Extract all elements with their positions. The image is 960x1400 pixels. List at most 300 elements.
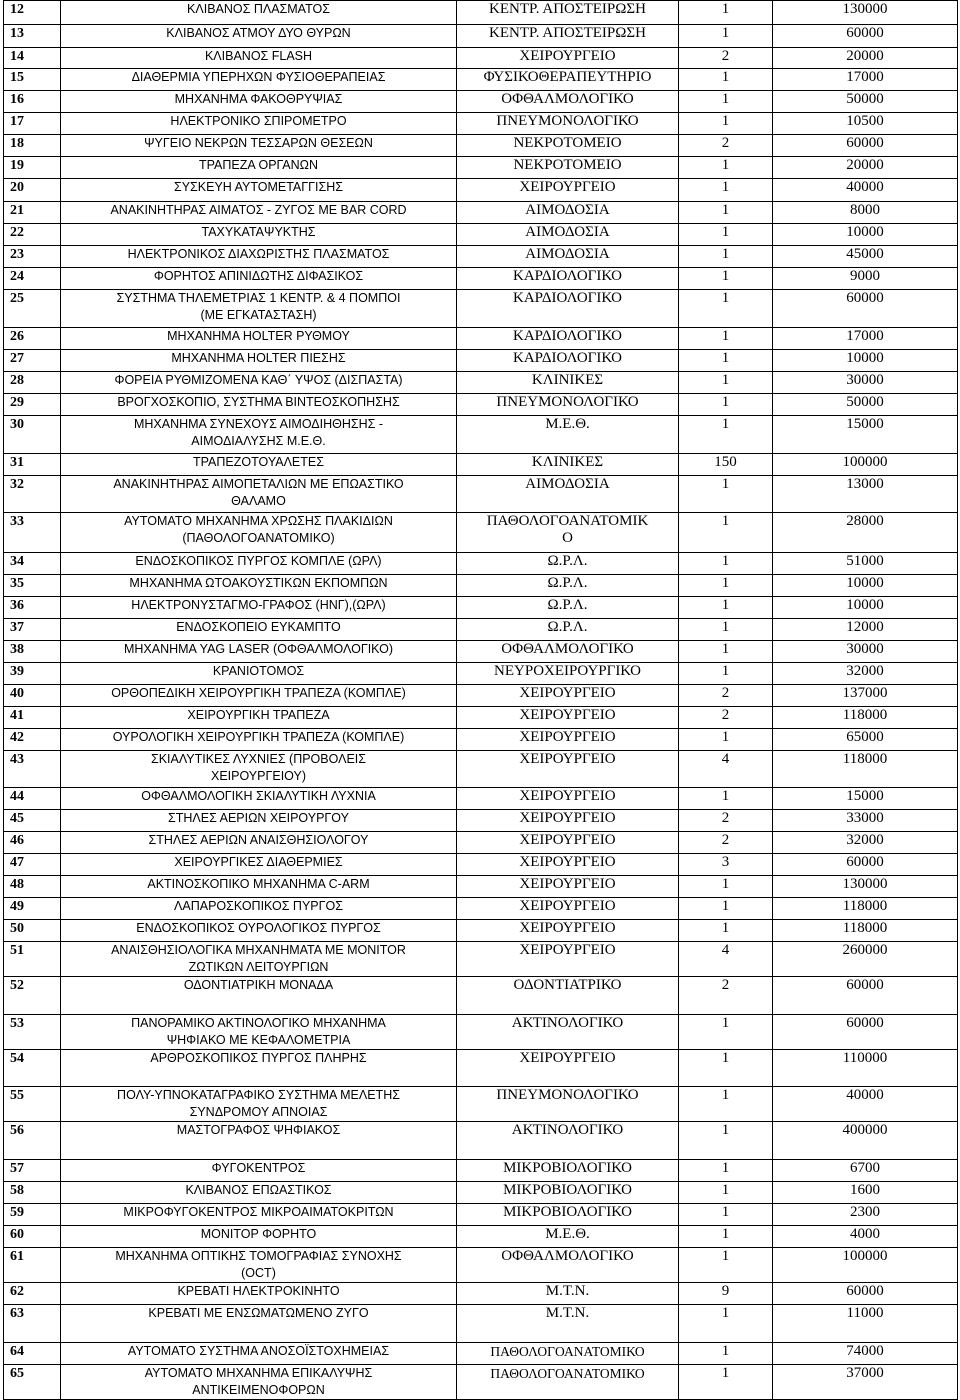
equipment-description: ΟΥΡΟΛΟΓΙΚΗ ΧΕΙΡΟΥΡΓΙΚΗ ΤΡΑΠΕΖΑ (ΚΟΜΠΛΕ) [61,729,457,751]
department: ΑΚΤΙΝΟΛΟΓΙΚΟ [457,1122,679,1160]
cost-value: 15000 [773,416,958,454]
table-row [4,788,958,810]
quantity: 1 [679,113,773,135]
quantity: 1 [679,69,773,91]
cost-value: 11000 [773,1305,958,1343]
table-row [4,476,958,513]
cost-value: 9000 [773,268,958,290]
equipment-description: ΕΝΔΟΣΚΟΠΙΚΟΣ ΟΥΡΟΛΟΓΙΚΟΣ ΠΥΡΓΟΣ [61,920,457,942]
equipment-description: ΧΕΙΡΟΥΡΓΙΚΕΣ ΔΙΑΘΕΡΜΙΕΣ [61,854,457,876]
table-row [4,416,958,454]
equipment-description: ΜΗΧΑΝΗΜΑ ΦΑΚΟΘΡΥΨΙΑΣ [61,91,457,113]
cost-value: 10000 [773,597,958,619]
quantity: 2 [679,832,773,854]
row-number: 20 [4,179,61,202]
table-row [4,575,958,597]
table-row [4,350,958,372]
quantity: 1 [679,1248,773,1283]
equipment-description: ΑΚΤΙΝΟΣΚΟΠΙΚΟ ΜΗΧΑΝΗΜΑ C-ARM [61,876,457,898]
department: Μ.Ε.Θ. [457,1226,679,1248]
quantity: 9 [679,1283,773,1305]
quantity: 1 [679,1,773,25]
cost-value: 60000 [773,854,958,876]
table-row [4,1283,958,1305]
equipment-description: ΟΡΘΟΠΕΔΙΚΗ ΧΕΙΡΟΥΡΓΙΚΗ ΤΡΑΠΕΖΑ (ΚΟΜΠΛΕ) [61,685,457,707]
table-row [4,328,958,350]
department: ΧΕΙΡΟΥΡΓΕΙΟ [457,1050,679,1087]
equipment-description: ΠΑΝΟΡΑΜΙΚΟ ΑΚΤΙΝΟΛΟΓΙΚΟ ΜΗΧΑΝΗΜΑ ΨΗΦΙΑΚΟ ΜΕ ΚΕΦΑΛΟΜΕΤΡΙΑ [61,1015,457,1050]
table-row [4,1204,958,1226]
cost-value: 32000 [773,832,958,854]
department: ΚΕΝΤΡ. ΑΠΟΣΤΕΙΡΩΣΗ [457,1,679,25]
row-number: 34 [4,553,61,575]
cost-value: 118000 [773,920,958,942]
row-number: 43 [4,751,61,788]
department: ΚΛΙΝΙΚΕΣ [457,372,679,394]
department: ΝΕΚΡΟΤΟΜΕΙΟ [457,135,679,157]
table-row [4,685,958,707]
cost-value: 10000 [773,575,958,597]
cost-value: 2300 [773,1204,958,1226]
quantity: 4 [679,942,773,977]
department: Ω.Ρ.Λ. [457,553,679,575]
quantity: 1 [679,246,773,268]
department: ΟΦΘΑΛΜΟΛΟΓΙΚΟ [457,641,679,663]
equipment-description: ΠΟΛΥ-ΥΠΝΟΚΑΤΑΓΡΑΦΙΚΟ ΣΥΣΤΗΜΑ ΜΕΛΕΤΗΣ ΣΥΝΔΡΟΜΟΥ ΑΠΝΟΙΑΣ [61,1087,457,1122]
cost-value: 33000 [773,810,958,832]
department: ΦΥΣΙΚΟΘΕΡΑΠΕΥΤΗΡΙΟ [457,69,679,91]
cost-value: 40000 [773,1087,958,1122]
cost-value: 30000 [773,641,958,663]
equipment-description: ΤΡΑΠΕΖΑ ΟΡΓΑΝΩΝ [61,157,457,179]
row-number: 24 [4,268,61,290]
row-number: 13 [4,25,61,48]
table-row [4,1087,958,1122]
equipment-description: ΜΗΧΑΝΗΜΑ ΟΠΤΙΚΗΣ ΤΟΜΟΓΡΑΦΙΑΣ ΣΥΝΟΧΗΣ (OCT) [61,1248,457,1283]
department: ΚΑΡΔΙΟΛΟΓΙΚΟ [457,328,679,350]
table-row [4,1182,958,1204]
department: ΠΑΘΟΛΟΓΟΑΝΑΤΟΜΙΚΟ [457,1343,679,1365]
row-number: 52 [4,977,61,1015]
quantity: 1 [679,476,773,513]
cost-value: 130000 [773,876,958,898]
row-number: 48 [4,876,61,898]
quantity: 1 [679,290,773,328]
table-row [4,832,958,854]
row-number: 29 [4,394,61,416]
department: ΜΙΚΡΟΒΙΟΛΟΓΙΚΟ [457,1204,679,1226]
table-body [4,1,958,1400]
table-row [4,1160,958,1182]
quantity: 2 [679,48,773,69]
cost-value: 17000 [773,328,958,350]
equipment-description: ΣΥΣΤΗΜΑ ΤΗΛΕΜΕΤΡΙΑΣ 1 ΚΕΝΤΡ. & 4 ΠΟΜΠΟΙ (ΜΕ ΕΓΚΑΤΑΣΤΑΣΗ) [61,290,457,328]
department: Μ.Τ.Ν. [457,1305,679,1343]
row-number: 25 [4,290,61,328]
quantity: 1 [679,25,773,48]
equipment-description: ΟΔΟΝΤΙΑΤΡΙΚΗ ΜΟΝΑΔΑ [61,977,457,1015]
equipment-description: ΜΗΧΑΝΗΜΑ YAG LASER (ΟΦΘΑΛΜΟΛΟΓΙΚΟ) [61,641,457,663]
quantity: 1 [679,1182,773,1204]
row-number: 19 [4,157,61,179]
department: ΠΑΘΟΛΟΓΟΑΝΑΤΟΜΙΚΟ [457,1365,679,1400]
table-row [4,977,958,1015]
equipment-description: ΑΝΑΚΙΝΗΤΗΡΑΣ ΑΙΜΟΠΕΤΑΛΙΩΝ ΜΕ ΕΠΩΑΣΤΙΚΟ ΘΑΛΑΜΟ [61,476,457,513]
cost-value: 260000 [773,942,958,977]
equipment-description: ΗΛΕΚΤΡΟΝΥΣΤΑΓΜΟ-ΓΡΑΦΟΣ (ΗΝΓ),(ΩΡΛ) [61,597,457,619]
cost-value: 50000 [773,91,958,113]
equipment-description: ΜΙΚΡΟΦΥΓΟΚΕΝΤΡΟΣ ΜΙΚΡΟΑΙΜΑΤΟΚΡΙΤΩΝ [61,1204,457,1226]
table-row [4,854,958,876]
department: ΠΑΘΟΛΟΓΟΑΝΑΤΟΜΙΚ Ο [457,513,679,553]
quantity: 3 [679,854,773,876]
department: ΑΙΜΟΔΟΣΙΑ [457,224,679,246]
row-number: 47 [4,854,61,876]
equipment-description: ΣΚΙΑΛΥΤΙΚΕΣ ΛΥΧΝΙΕΣ (ΠΡΟΒΟΛΕΙΣ ΧΕΙΡΟΥΡΓΕΙΟΥ) [61,751,457,788]
row-number: 61 [4,1248,61,1283]
row-number: 53 [4,1015,61,1050]
department: ΑΙΜΟΔΟΣΙΑ [457,202,679,224]
table-row [4,372,958,394]
table-row [4,597,958,619]
table-row [4,91,958,113]
department: ΚΑΡΔΙΟΛΟΓΙΚΟ [457,268,679,290]
department: ΝΕΥΡΟΧΕΙΡΟΥΡΓΙΚΟ [457,663,679,685]
department: ΧΕΙΡΟΥΡΓΕΙΟ [457,832,679,854]
table-row [4,224,958,246]
equipment-description: ΣΥΣΚΕΥΗ ΑΥΤΟΜΕΤΑΓΓΙΣΗΣ [61,179,457,202]
quantity: 1 [679,179,773,202]
equipment-description: ΚΛΙΒΑΝΟΣ ΕΠΩΑΣΤΙΚΟΣ [61,1182,457,1204]
cost-value: 10000 [773,224,958,246]
row-number: 51 [4,942,61,977]
table-row [4,729,958,751]
cost-value: 110000 [773,1050,958,1087]
quantity: 2 [679,685,773,707]
row-number: 28 [4,372,61,394]
row-number: 65 [4,1365,61,1400]
row-number: 60 [4,1226,61,1248]
table-row [4,1122,958,1160]
equipment-description: ΚΡΕΒΑΤΙ ΗΛΕΚΤΡΟΚΙΝΗΤΟ [61,1283,457,1305]
row-number: 16 [4,91,61,113]
table-row [4,1226,958,1248]
table-row [4,707,958,729]
row-number: 31 [4,454,61,476]
quantity: 1 [679,157,773,179]
table-row [4,1,958,25]
cost-value: 37000 [773,1365,958,1400]
cost-value: 17000 [773,69,958,91]
department: ΟΦΘΑΛΜΟΛΟΓΙΚΟ [457,91,679,113]
equipment-description: ΦΟΡΕΙΑ ΡΥΘΜΙΖΟΜΕΝΑ ΚΑΘ΄ ΥΨΟΣ (ΔΙΣΠΑΣΤΑ) [61,372,457,394]
table-row [4,394,958,416]
row-number: 55 [4,1087,61,1122]
cost-value: 13000 [773,476,958,513]
department: ΑΙΜΟΔΟΣΙΑ [457,246,679,268]
table-row [4,454,958,476]
equipment-description: ΗΛΕΚΤΡΟΝΙΚΟΣ ΔΙΑΧΩΡΙΣΤΗΣ ΠΛΑΣΜΑΤΟΣ [61,246,457,268]
cost-value: 28000 [773,513,958,553]
quantity: 2 [679,810,773,832]
cost-value: 400000 [773,1122,958,1160]
table-row [4,553,958,575]
row-number: 56 [4,1122,61,1160]
department: Μ.Ε.Θ. [457,416,679,454]
department: ΠΝΕΥΜΟΝΟΛΟΓΙΚΟ [457,394,679,416]
equipment-description: ΒΡΟΓΧΟΣΚΟΠΙΟ, ΣΥΣΤΗΜΑ ΒΙΝΤΕΟΣΚΟΠΗΣΗΣ [61,394,457,416]
row-number: 57 [4,1160,61,1182]
cost-value: 51000 [773,553,958,575]
quantity: 1 [679,553,773,575]
row-number: 38 [4,641,61,663]
equipment-description: ΜΗΧΑΝΗΜΑ HOLTER ΡΥΘΜΟΥ [61,328,457,350]
department: ΠΝΕΥΜΟΝΟΛΟΓΙΚΟ [457,1087,679,1122]
equipment-description: ΤΡΑΠΕΖΟΤΟΥΑΛΕΤΕΣ [61,454,457,476]
cost-value: 60000 [773,977,958,1015]
row-number: 12 [4,1,61,25]
equipment-description: ΚΛΙΒΑΝΟΣ ΑΤΜΟΥ ΔΥΟ ΘΥΡΩΝ [61,25,457,48]
table-row [4,641,958,663]
row-number: 37 [4,619,61,641]
cost-value: 60000 [773,135,958,157]
table-row [4,619,958,641]
equipment-description: ΣΤΗΛΕΣ ΑΕΡΙΩΝ ΑΝΑΙΣΘΗΣΙΟΛΟΓΟΥ [61,832,457,854]
table-row [4,179,958,202]
department: ΧΕΙΡΟΥΡΓΕΙΟ [457,854,679,876]
department: Ω.Ρ.Λ. [457,597,679,619]
table-row [4,898,958,920]
equipment-description: ΗΛΕΚΤΡΟΝΙΚΟ ΣΠΙΡΟΜΕΤΡΟ [61,113,457,135]
quantity: 1 [679,1365,773,1400]
department: ΑΙΜΟΔΟΣΙΑ [457,476,679,513]
quantity: 1 [679,350,773,372]
department: ΜΙΚΡΟΒΙΟΛΟΓΙΚΟ [457,1160,679,1182]
row-number: 54 [4,1050,61,1087]
quantity: 1 [679,268,773,290]
equipment-description: ΕΝΔΟΣΚΟΠΕΙΟ ΕΥΚΑΜΠΤΟ [61,619,457,641]
cost-value: 12000 [773,619,958,641]
table-row [4,513,958,553]
row-number: 21 [4,202,61,224]
quantity: 1 [679,224,773,246]
row-number: 41 [4,707,61,729]
table-row [4,157,958,179]
quantity: 2 [679,977,773,1015]
equipment-description: ΑΡΘΡΟΣΚΟΠΙΚΟΣ ΠΥΡΓΟΣ ΠΛΗΡΗΣ [61,1050,457,1087]
department: ΑΚΤΙΝΟΛΟΓΙΚΟ [457,1015,679,1050]
row-number: 40 [4,685,61,707]
cost-value: 4000 [773,1226,958,1248]
table-row [4,1015,958,1050]
department: Ω.Ρ.Λ. [457,619,679,641]
quantity: 1 [679,1226,773,1248]
equipment-description: ΛΑΠΑΡΟΣΚΟΠΙΚΟΣ ΠΥΡΓΟΣ [61,898,457,920]
equipment-description: ΤΑΧΥΚΑΤΑΨΥΚΤΗΣ [61,224,457,246]
cost-value: 20000 [773,157,958,179]
department: ΧΕΙΡΟΥΡΓΕΙΟ [457,685,679,707]
table-row [4,113,958,135]
quantity: 1 [679,729,773,751]
equipment-description: ΑΝΑΙΣΘΗΣΙΟΛΟΓΙΚΑ ΜΗΧΑΝΗΜΑΤΑ ΜΕ MONITOR ΖΩΤΙΚΩΝ ΛΕΙΤΟΥΡΓΙΩΝ [61,942,457,977]
equipment-description: ΚΡΑΝΙΟΤΟΜΟΣ [61,663,457,685]
row-number: 18 [4,135,61,157]
table-row [4,268,958,290]
quantity: 1 [679,1204,773,1226]
quantity: 1 [679,1015,773,1050]
table-row [4,920,958,942]
equipment-description: ΕΝΔΟΣΚΟΠΙΚΟΣ ΠΥΡΓΟΣ ΚΟΜΠΛΕ (ΩΡΛ) [61,553,457,575]
quantity: 1 [679,920,773,942]
equipment-description: ΜΑΣΤΟΓΡΑΦΟΣ ΨΗΦΙΑΚΟΣ [61,1122,457,1160]
quantity: 1 [679,619,773,641]
department: ΧΕΙΡΟΥΡΓΕΙΟ [457,920,679,942]
department: ΧΕΙΡΟΥΡΓΕΙΟ [457,942,679,977]
equipment-description: ΨΥΓΕΙΟ ΝΕΚΡΩΝ ΤΕΣΣΑΡΩΝ ΘΕΣΕΩΝ [61,135,457,157]
table-row [4,202,958,224]
cost-value: 100000 [773,454,958,476]
table-row [4,876,958,898]
equipment-description: ΟΦΘΑΛΜΟΛΟΓΙΚΗ ΣΚΙΑΛΥΤΙΚΗ ΛΥΧΝΙΑ [61,788,457,810]
cost-value: 10500 [773,113,958,135]
cost-value: 118000 [773,898,958,920]
cost-value: 1600 [773,1182,958,1204]
cost-value: 20000 [773,48,958,69]
row-number: 39 [4,663,61,685]
quantity: 2 [679,135,773,157]
table-row [4,1305,958,1343]
department: ΚΑΡΔΙΟΛΟΓΙΚΟ [457,290,679,328]
table-row [4,1365,958,1400]
row-number: 14 [4,48,61,69]
row-number: 15 [4,69,61,91]
department: ΧΕΙΡΟΥΡΓΕΙΟ [457,810,679,832]
quantity: 1 [679,876,773,898]
department: ΝΕΚΡΟΤΟΜΕΙΟ [457,157,679,179]
quantity: 2 [679,707,773,729]
cost-value: 40000 [773,179,958,202]
row-number: 35 [4,575,61,597]
department: ΧΕΙΡΟΥΡΓΕΙΟ [457,48,679,69]
department: ΜΙΚΡΟΒΙΟΛΟΓΙΚΟ [457,1182,679,1204]
quantity: 1 [679,1087,773,1122]
equipment-description: ΚΡΕΒΑΤΙ ΜΕ ΕΝΣΩΜΑΤΩΜΕΝΟ ΖΥΓΟ [61,1305,457,1343]
cost-value: 30000 [773,372,958,394]
department: ΟΔΟΝΤΙΑΤΡΙΚΟ [457,977,679,1015]
table-row [4,810,958,832]
department: ΠΝΕΥΜΟΝΟΛΟΓΙΚΟ [457,113,679,135]
table-row [4,1343,958,1365]
row-number: 45 [4,810,61,832]
quantity: 150 [679,454,773,476]
equipment-description: ΑΝΑΚΙΝΗΤΗΡΑΣ ΑΙΜΑΤΟΣ - ΖΥΓΟΣ ΜΕ BAR CORD [61,202,457,224]
row-number: 32 [4,476,61,513]
row-number: 42 [4,729,61,751]
quantity: 1 [679,1122,773,1160]
department: ΧΕΙΡΟΥΡΓΕΙΟ [457,707,679,729]
table-row [4,48,958,69]
row-number: 58 [4,1182,61,1204]
department: ΚΑΡΔΙΟΛΟΓΙΚΟ [457,350,679,372]
department: ΧΕΙΡΟΥΡΓΕΙΟ [457,788,679,810]
cost-value: 60000 [773,1283,958,1305]
table-row [4,290,958,328]
equipment-description: ΑΥΤΟΜΑΤΟ ΜΗΧΑΝΗΜΑ ΕΠΙΚΑΛΥΨΗΣ ΑΝΤΙΚΕΙΜΕΝΟΦΟΡΩΝ [61,1365,457,1400]
cost-value: 6700 [773,1160,958,1182]
row-number: 44 [4,788,61,810]
table-row [4,1050,958,1087]
table-row [4,69,958,91]
quantity: 1 [679,663,773,685]
quantity: 1 [679,898,773,920]
cost-value: 60000 [773,290,958,328]
quantity: 1 [679,328,773,350]
quantity: 1 [679,575,773,597]
table-row [4,1248,958,1283]
row-number: 23 [4,246,61,268]
equipment-description: ΣΤΗΛΕΣ ΑΕΡΙΩΝ ΧΕΙΡΟΥΡΓΟΥ [61,810,457,832]
table-row [4,663,958,685]
equipment-description: ΦΟΡΗΤΟΣ ΑΠΙΝΙΔΩΤΗΣ ΔΙΦΑΣΙΚΟΣ [61,268,457,290]
row-number: 17 [4,113,61,135]
quantity: 1 [679,641,773,663]
equipment-description: ΜΟΝΙΤΟΡ ΦΟΡΗΤΟ [61,1226,457,1248]
quantity: 1 [679,372,773,394]
equipment-description: ΚΛΙΒΑΝΟΣ ΠΛΑΣΜΑΤΟΣ [61,1,457,25]
table-row [4,135,958,157]
cost-value: 74000 [773,1343,958,1365]
cost-value: 45000 [773,246,958,268]
row-number: 33 [4,513,61,553]
equipment-description: ΦΥΓΟΚΕΝΤΡΟΣ [61,1160,457,1182]
department: ΚΛΙΝΙΚΕΣ [457,454,679,476]
row-number: 36 [4,597,61,619]
cost-value: 60000 [773,25,958,48]
equipment-description: ΔΙΑΘΕΡΜΙΑ ΥΠΕΡΗΧΩΝ ΦΥΣΙΟΘΕΡΑΠΕΙΑΣ [61,69,457,91]
equipment-description: ΧΕΙΡΟΥΡΓΙΚΗ ΤΡΑΠΕΖΑ [61,707,457,729]
quantity: 1 [679,394,773,416]
quantity: 4 [679,751,773,788]
cost-value: 118000 [773,707,958,729]
table-row [4,942,958,977]
department: ΧΕΙΡΟΥΡΓΕΙΟ [457,179,679,202]
equipment-table [3,0,958,1400]
equipment-description: ΑΥΤΟΜΑΤΟ ΣΥΣΤΗΜΑ ΑΝΟΣΟΪΣΤΟΧΗΜΕΙΑΣ [61,1343,457,1365]
cost-value: 50000 [773,394,958,416]
equipment-description: ΚΛΙΒΑΝΟΣ FLASH [61,48,457,69]
quantity: 1 [679,91,773,113]
row-number: 46 [4,832,61,854]
equipment-description: ΜΗΧΑΝΗΜΑ ΣΥΝΕΧΟΥΣ ΑΙΜΟΔΙΗΘΗΣΗΣ - ΑΙΜΟΔΙΑΛΥΣΗΣ Μ.Ε.Θ. [61,416,457,454]
quantity: 1 [679,416,773,454]
quantity: 1 [679,513,773,553]
cost-value: 100000 [773,1248,958,1283]
cost-value: 15000 [773,788,958,810]
equipment-description: ΜΗΧΑΝΗΜΑ HOLTER ΠΙΕΣΗΣ [61,350,457,372]
cost-value: 10000 [773,350,958,372]
department: ΧΕΙΡΟΥΡΓΕΙΟ [457,876,679,898]
department: ΧΕΙΡΟΥΡΓΕΙΟ [457,898,679,920]
row-number: 59 [4,1204,61,1226]
department: Μ.Τ.Ν. [457,1283,679,1305]
table-row [4,751,958,788]
quantity: 1 [679,1305,773,1343]
cost-value: 130000 [773,1,958,25]
row-number: 49 [4,898,61,920]
equipment-description: ΜΗΧΑΝΗΜΑ ΩΤΟΑΚΟΥΣΤΙΚΩΝ ΕΚΠΟΜΠΩΝ [61,575,457,597]
department: ΚΕΝΤΡ. ΑΠΟΣΤΕΙΡΩΣΗ [457,25,679,48]
cost-value: 32000 [773,663,958,685]
